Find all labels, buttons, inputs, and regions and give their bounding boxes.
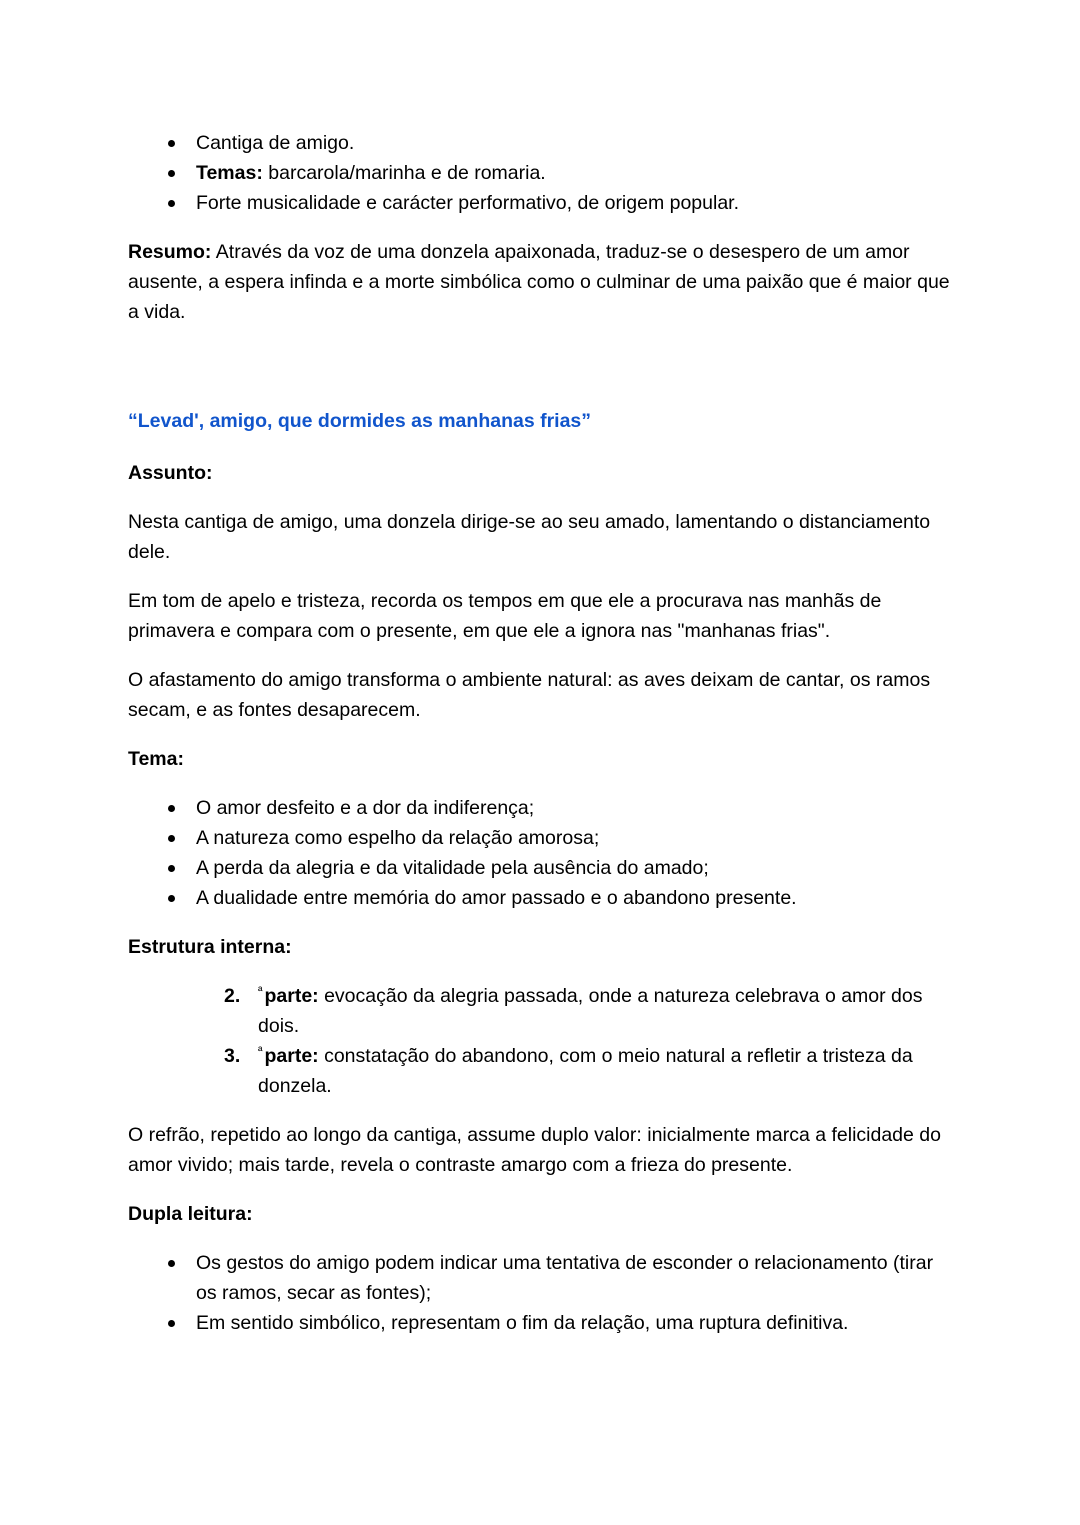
section-spacer (128, 346, 953, 406)
list-item-label: parte: (264, 1045, 319, 1067)
list-item (128, 1041, 953, 1101)
tema-bullet-list (128, 793, 953, 913)
heading-dupla-leitura: Dupla leitura: (128, 1203, 253, 1225)
document-body (128, 128, 953, 1338)
heading-estrutura-interna: Estrutura interna: (128, 936, 292, 958)
resumo-lead: Resumo: (128, 241, 212, 263)
heading-tema: Tema: (128, 748, 184, 770)
list-item-text: barcarola/marinha e de romaria. (262, 162, 546, 184)
assunto-paragraph-2: Em tom de apelo e tristeza, recorda os tempos em que ele a procurava nas manhãs de primavera e compara com o presente, em que ele a ignora nas "manhanas frias". (128, 590, 882, 642)
list-item (128, 128, 953, 158)
ordinal-suffix: ª (258, 983, 263, 998)
ordinal-suffix: ª (258, 1043, 263, 1058)
list-item (128, 188, 953, 218)
list-item: Em sentido simbólico, representam o fim da relação, uma ruptura definitiva. (128, 1308, 953, 1338)
list-item-text: Cantiga de amigo. (196, 132, 355, 154)
list-item-label: parte: (264, 985, 319, 1007)
refrao-paragraph: O refrão, repetido ao longo da cantiga, assume duplo valor: inicialmente marca a felicidade do amor vivido; mais tarde, revela o contraste amargo com a frieza do presente. (128, 1124, 941, 1176)
list-item (128, 158, 953, 188)
dupla-leitura-bullet-list (128, 1248, 953, 1338)
list-item: Os gestos do amigo podem indicar uma tentativa de esconder o relacionamento (tirar os ramos, secar as fontes); (128, 1248, 953, 1308)
top-bullet-list (128, 128, 953, 218)
list-item-marker: 3. (224, 1045, 241, 1067)
assunto-paragraph-1: Nesta cantiga de amigo, uma donzela dirige-se ao seu amado, lamentando o distanciamento dele. (128, 511, 931, 563)
list-item (128, 981, 953, 1041)
assunto-paragraph-3: O afastamento do amigo transforma o ambiente natural: as aves deixam de cantar, os ramos secam, e as fontes desaparecem. (128, 669, 931, 721)
list-item-text: evocação da alegria passada, onde a natureza celebrava o amor dos dois. (258, 985, 923, 1037)
list-item-lead: Temas: (196, 162, 263, 184)
list-item-text: Forte musicalidade e carácter performativo, de origem popular. (196, 192, 740, 214)
resumo-text: Através da voz de uma donzela apaixonada, traduz-se o desespero de um amor ausente, a espera infinda e a morte simbólica como o culminar de uma paixão que é maior que a vida. (128, 241, 950, 323)
list-item: A natureza como espelho da relação amorosa; (128, 823, 953, 853)
list-item: A dualidade entre memória do amor passado e o abandono presente. (128, 883, 953, 913)
list-item: A perda da alegria e da vitalidade pela ausência do amado; (128, 853, 953, 883)
estrutura-numbered-list (128, 981, 953, 1101)
heading-assunto: Assunto: (128, 462, 213, 484)
list-item-text: constatação do abandono, com o meio natural a refletir a tristeza da donzela. (258, 1045, 913, 1097)
list-item: O amor desfeito e a dor da indiferença; (128, 793, 953, 823)
resumo-paragraph (128, 237, 953, 327)
cantiga-title: “Levad', amigo, que dormides as manhanas frias” (128, 410, 592, 432)
list-item-marker: 2. (224, 985, 241, 1007)
